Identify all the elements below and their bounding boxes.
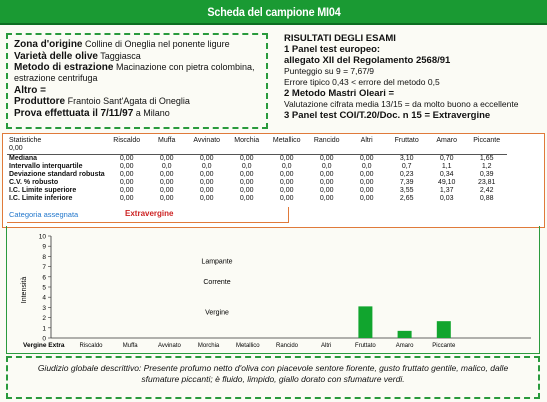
table-cell: 1,65 — [479, 154, 494, 162]
title-bar — [0, 0, 547, 25]
table-cell: 0,00 — [239, 194, 254, 202]
y-tick-label: 5 — [42, 284, 46, 292]
row-label: Intervallo interquartile — [9, 162, 83, 170]
x-category-label: Piccante — [432, 343, 456, 349]
stats-column-header: Muffa — [158, 137, 176, 144]
table-cell: 0,00 — [119, 186, 134, 194]
bar-amaro — [398, 331, 412, 338]
table-cell: 1,1 — [441, 162, 452, 170]
table-cell: 0,00 — [159, 170, 174, 178]
stats-header-first — [7, 136, 107, 154]
table-cell: 0,0 — [321, 162, 332, 170]
table-cell: 1,37 — [439, 186, 454, 194]
score-text: Punteggio su 9 = 7,67/9 — [284, 66, 375, 76]
table-cell: 0,00 — [359, 154, 374, 162]
table-row — [7, 195, 507, 203]
category-value: Extravergine — [125, 209, 174, 218]
table-cell: 0,00 — [279, 186, 294, 194]
band-label: Corrente — [203, 278, 231, 286]
table-cell: 0,00 — [239, 154, 254, 162]
table-cell: 23,81 — [477, 178, 496, 186]
table-cell: 0,00 — [319, 194, 334, 202]
intensity-chart — [6, 226, 540, 354]
table-row — [7, 179, 507, 187]
stats-column-header: Rancido — [313, 137, 340, 144]
method-row — [14, 62, 260, 84]
stats-header-title: Statistiche — [9, 137, 42, 144]
table-cell: 0,23 — [399, 170, 414, 178]
producer-value: Frantoio Sant'Agata di Oneglia — [67, 96, 190, 106]
x-category-label: Morchia — [197, 343, 220, 349]
test-row — [14, 108, 260, 119]
table-cell: 0,00 — [359, 178, 374, 186]
table-cell: 0,00 — [159, 178, 174, 186]
table-cell: 0,0 — [241, 162, 252, 170]
stats-column-header: Morchia — [234, 137, 260, 144]
x-category-label: Fruttato — [355, 343, 376, 349]
method-value: Macinazione con pietra colombina, estrazione centrifuga — [14, 62, 255, 83]
stats-column-header: Amaro — [436, 137, 458, 144]
statistics-table — [7, 136, 507, 203]
table-cell: 0,00 — [159, 154, 174, 162]
variety-value: Taggiasca — [100, 50, 141, 61]
x-category-label: Amaro — [395, 343, 414, 349]
table-cell: 0,03 — [439, 194, 454, 202]
category-strip — [7, 207, 289, 223]
table-cell: 2,65 — [399, 194, 414, 202]
panel1-title: 1 Panel test europeo: — [284, 44, 381, 55]
global-judgement — [6, 356, 540, 399]
judgement-label: Giudizio globale descrittivo: — [37, 363, 142, 373]
row-label: Mediana — [9, 154, 38, 162]
x-category-label: Rancido — [275, 343, 299, 349]
table-cell: 0,88 — [479, 194, 494, 202]
test-date: 7/11/97 — [100, 107, 134, 119]
stats-column-header: Fruttato — [394, 137, 419, 144]
error-text: Errore tipico 0,43 < errore del metodo 0,5 — [284, 77, 440, 87]
table-cell: 0,00 — [199, 178, 214, 186]
x-category-label: Muffa — [122, 343, 138, 349]
table-cell: 0,00 — [119, 162, 134, 170]
table-cell: 0,00 — [159, 186, 174, 194]
other-row — [14, 85, 260, 96]
table-cell: 0,7 — [401, 162, 412, 170]
origin-row — [14, 39, 260, 50]
stats-header-value: 0,00 — [9, 145, 23, 152]
table-cell: 0,00 — [199, 194, 214, 202]
other-label: Altro = — [14, 84, 46, 96]
table-cell: 0,00 — [319, 178, 334, 186]
statistics-box — [2, 133, 545, 228]
y-tick-label: 8 — [42, 253, 46, 261]
chart-svg — [7, 226, 541, 354]
table-row — [7, 154, 507, 163]
table-cell: 1,2 — [481, 162, 492, 170]
table-cell: 0,00 — [239, 170, 254, 178]
table-cell: 0,34 — [439, 170, 454, 178]
row-label: I.C. Limite superiore — [9, 186, 77, 194]
y-tick-label: 9 — [42, 243, 46, 251]
origin-value: Colline di Oneglia nel ponente ligure — [85, 39, 230, 49]
exam-results — [284, 33, 542, 131]
table-cell: 0,00 — [119, 154, 134, 162]
table-cell: 0,00 — [159, 194, 174, 202]
sample-info-box — [6, 33, 268, 129]
y-tick-label: 3 — [42, 304, 46, 312]
stats-column-header: Piccante — [473, 137, 501, 144]
bar-fruttato — [358, 306, 372, 338]
band-label: Vergine — [205, 309, 229, 317]
table-cell: 0,00 — [239, 178, 254, 186]
producer-label: Produttore — [14, 96, 66, 107]
stats-column-header: Metallico — [272, 137, 301, 144]
table-cell: 0,00 — [279, 194, 294, 202]
x-category-label: Avvinato — [157, 343, 181, 349]
table-row — [7, 171, 507, 179]
variety-label: Varietà delle olive — [14, 50, 98, 62]
y-tick-label: 7 — [42, 264, 46, 272]
table-cell: 0,00 — [279, 154, 294, 162]
row-label: C.V. % robusto — [9, 178, 59, 186]
y-tick-label: 1 — [42, 325, 46, 333]
table-cell: 0,00 — [199, 170, 214, 178]
table-cell: 0,0 — [361, 162, 372, 170]
origin-label: Zona d'origine — [14, 39, 83, 50]
table-row — [7, 163, 507, 171]
x-category-label: Altri — [321, 343, 332, 349]
row-label: I.C. Limite inferiore — [9, 194, 73, 202]
variety-row — [14, 51, 260, 62]
table-row — [7, 187, 507, 195]
table-cell: 0,00 — [359, 170, 374, 178]
table-cell: 2,42 — [479, 186, 494, 194]
stats-column-header: Riscaldo — [113, 137, 141, 144]
stats-body — [7, 154, 507, 203]
panel3-text: 3 Panel test COI/T.20/Doc. n 15 = Extravergine — [284, 110, 491, 121]
table-cell: 0,00 — [119, 178, 134, 186]
table-cell: 0,00 — [359, 194, 374, 202]
table-cell: 0,70 — [439, 154, 454, 162]
results-heading: RISULTATI DEGLI ESAMI — [284, 33, 396, 44]
table-cell: 7,39 — [399, 178, 414, 186]
band-label: Lampante — [201, 258, 233, 266]
y-tick-label: 10 — [38, 233, 46, 241]
table-cell: 0,39 — [479, 170, 494, 178]
judgement-text: Presente profumo netto d'oliva con piacevole sentore fiorente, gusto fruttato gentile, malico, dalle sfumature piccanti; è fluido, limpido, giallo dorato con sfumature verdi. — [141, 363, 509, 384]
table-cell: 0,00 — [319, 186, 334, 194]
test-place: a Milano — [135, 107, 170, 118]
row-label: Deviazione standard robusta — [9, 170, 105, 178]
table-cell: 0,00 — [199, 186, 214, 194]
category-label: Categoria assegnata — [9, 210, 79, 219]
y-axis-label: Intensità — [21, 276, 28, 304]
page-title: Scheda del campione MI04 — [206, 4, 341, 19]
x-category-label: Metallico — [235, 343, 260, 349]
table-cell: 49,10 — [437, 178, 456, 186]
method2-title: 2 Metodo Mastri Oleari = — [284, 88, 395, 99]
test-label: Prova effettuata il — [14, 107, 98, 119]
table-cell: 3,10 — [399, 154, 414, 162]
x-category-label: Riscaldo — [79, 343, 103, 349]
table-cell: 0,00 — [119, 194, 134, 202]
table-cell: 0,00 — [279, 178, 294, 186]
y-tick-label: 4 — [42, 294, 46, 302]
table-cell: 0,0 — [201, 162, 212, 170]
table-cell: 0,00 — [359, 186, 374, 194]
producer-row — [14, 96, 260, 107]
y-tick-label: 0 — [42, 335, 46, 343]
method-label: Metodo di estrazione — [14, 62, 114, 73]
table-cell: 0,00 — [319, 170, 334, 178]
table-cell: 0,00 — [119, 170, 134, 178]
y-tick-label: 2 — [42, 315, 46, 323]
bar-piccante — [437, 321, 451, 338]
stats-header-row — [7, 136, 507, 154]
table-cell: 0,0 — [281, 162, 292, 170]
table-cell: 3,55 — [399, 186, 414, 194]
stats-column-header: Avvinato — [193, 137, 221, 144]
baseline-label: Vergine Extra — [23, 342, 65, 349]
table-cell: 0,00 — [319, 154, 334, 162]
y-tick-label: 6 — [42, 274, 46, 282]
panel1-subtitle: allegato XII del Regolamento 2568/91 — [284, 55, 451, 66]
table-cell: 0,00 — [199, 154, 214, 162]
table-cell: 0,00 — [279, 170, 294, 178]
valuation-text: Valutazione cifrata media 13/15 = da molto buono a eccellente — [284, 99, 519, 109]
table-cell: 0,0 — [161, 162, 172, 170]
stats-column-header: Altri — [360, 137, 373, 144]
table-cell: 0,00 — [239, 186, 254, 194]
